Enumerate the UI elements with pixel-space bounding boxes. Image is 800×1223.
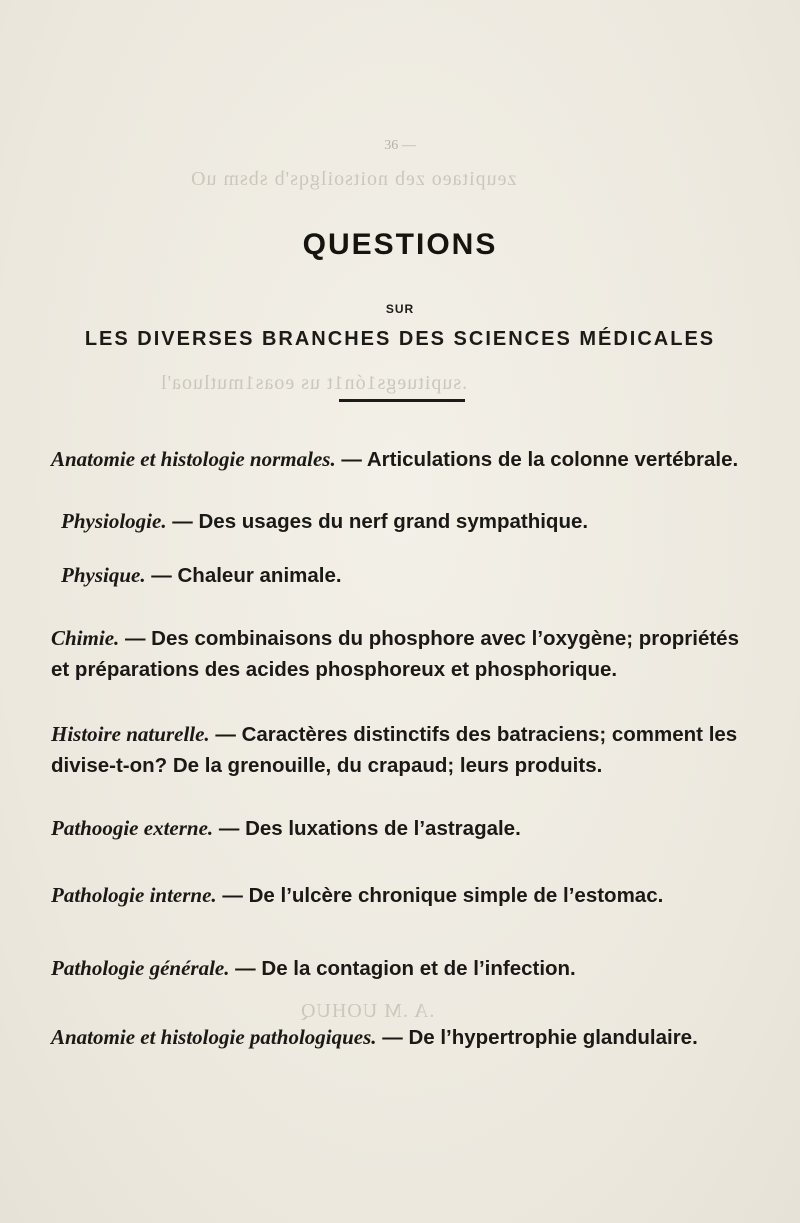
question-subject: Histoire naturelle. xyxy=(51,722,210,746)
question-subject: Pathologie générale. xyxy=(51,956,230,980)
question-subject: Anatomie et histologie pathologiques. xyxy=(51,1025,377,1049)
question-text: Articulations de la colonne vertébrale. xyxy=(366,448,739,471)
title-connector: SUR xyxy=(385,302,415,316)
question-entry: Physique. — Chaleur animale. xyxy=(61,563,342,587)
question-subject: Chimie. xyxy=(51,626,120,650)
question-text: Chaleur animale. xyxy=(177,564,342,587)
question-entry: Pathologie générale. — De la contagion et de l’infection. xyxy=(51,956,576,980)
question-text: Caractères distinctifs des batraciens; comment les divise-t-on? De la grenouille, du crapaud; leurs produits. xyxy=(51,723,738,777)
question-text: Des luxations de l’astragale. xyxy=(245,817,521,840)
bleed-through-text: .supituegs1ón1t us eoas1mutluoa'l xyxy=(160,372,468,394)
question-entry: Anatomie et histologie normales. — Articulations de la colonne vertébrale. xyxy=(51,447,739,471)
bleed-through-text: .A .M UOHUQ xyxy=(300,1000,435,1022)
question-entry: Chimie. — Des combinaisons du phosphore avec l’oxygène; propriétés et préparations des acides phosphoreux et phosphorique. xyxy=(51,626,739,681)
question-subject: Pathoogie externe. xyxy=(51,816,214,840)
question-entry: Physiologie. — Des usages du nerf grand sympathique. xyxy=(61,509,589,533)
question-text: De la contagion et de l’infection. xyxy=(261,957,576,980)
questions-list xyxy=(51,444,761,1053)
question-text: De l’ulcère chronique simple de l’estomac. xyxy=(248,884,664,907)
question-entry: Histoire naturelle. — Caractères distinctifs des batraciens; comment les divise-t-on? De la grenouille, du crapaud; leurs produits. xyxy=(51,722,738,777)
question-text: De l’hypertrophie glandulaire. xyxy=(408,1026,698,1049)
question-subject: Physique. xyxy=(61,563,146,587)
page-title: QUESTIONS xyxy=(302,228,498,261)
question-entry: Pathologie interne. — De l’ulcère chronique simple de l’estomac. xyxy=(51,883,664,907)
question-subject: Anatomie et histologie normales. xyxy=(51,447,336,471)
page-subtitle: LES DIVERSES BRANCHES DES SCIENCES MÉDICALES xyxy=(84,328,716,350)
question-entry: Anatomie et histologie pathologiques. — De l’hypertrophie glandulaire. xyxy=(51,1025,698,1049)
section-divider xyxy=(339,399,465,402)
page-number: 36 — xyxy=(384,138,416,153)
bleed-through-text: zeupitaeo zeb noitsoilgqs'b sbsm uO xyxy=(190,168,517,190)
question-text: Des combinaisons du phosphore avec l’oxygène; propriétés et préparations des acides phosphoreux et phosphorique. xyxy=(51,627,739,681)
question-entry: Pathoogie externe. — Des luxations de l’astragale. xyxy=(51,816,521,840)
question-subject: Physiologie. xyxy=(61,509,167,533)
question-subject: Pathologie interne. xyxy=(51,883,217,907)
question-text: Des usages du nerf grand sympathique. xyxy=(198,510,589,533)
